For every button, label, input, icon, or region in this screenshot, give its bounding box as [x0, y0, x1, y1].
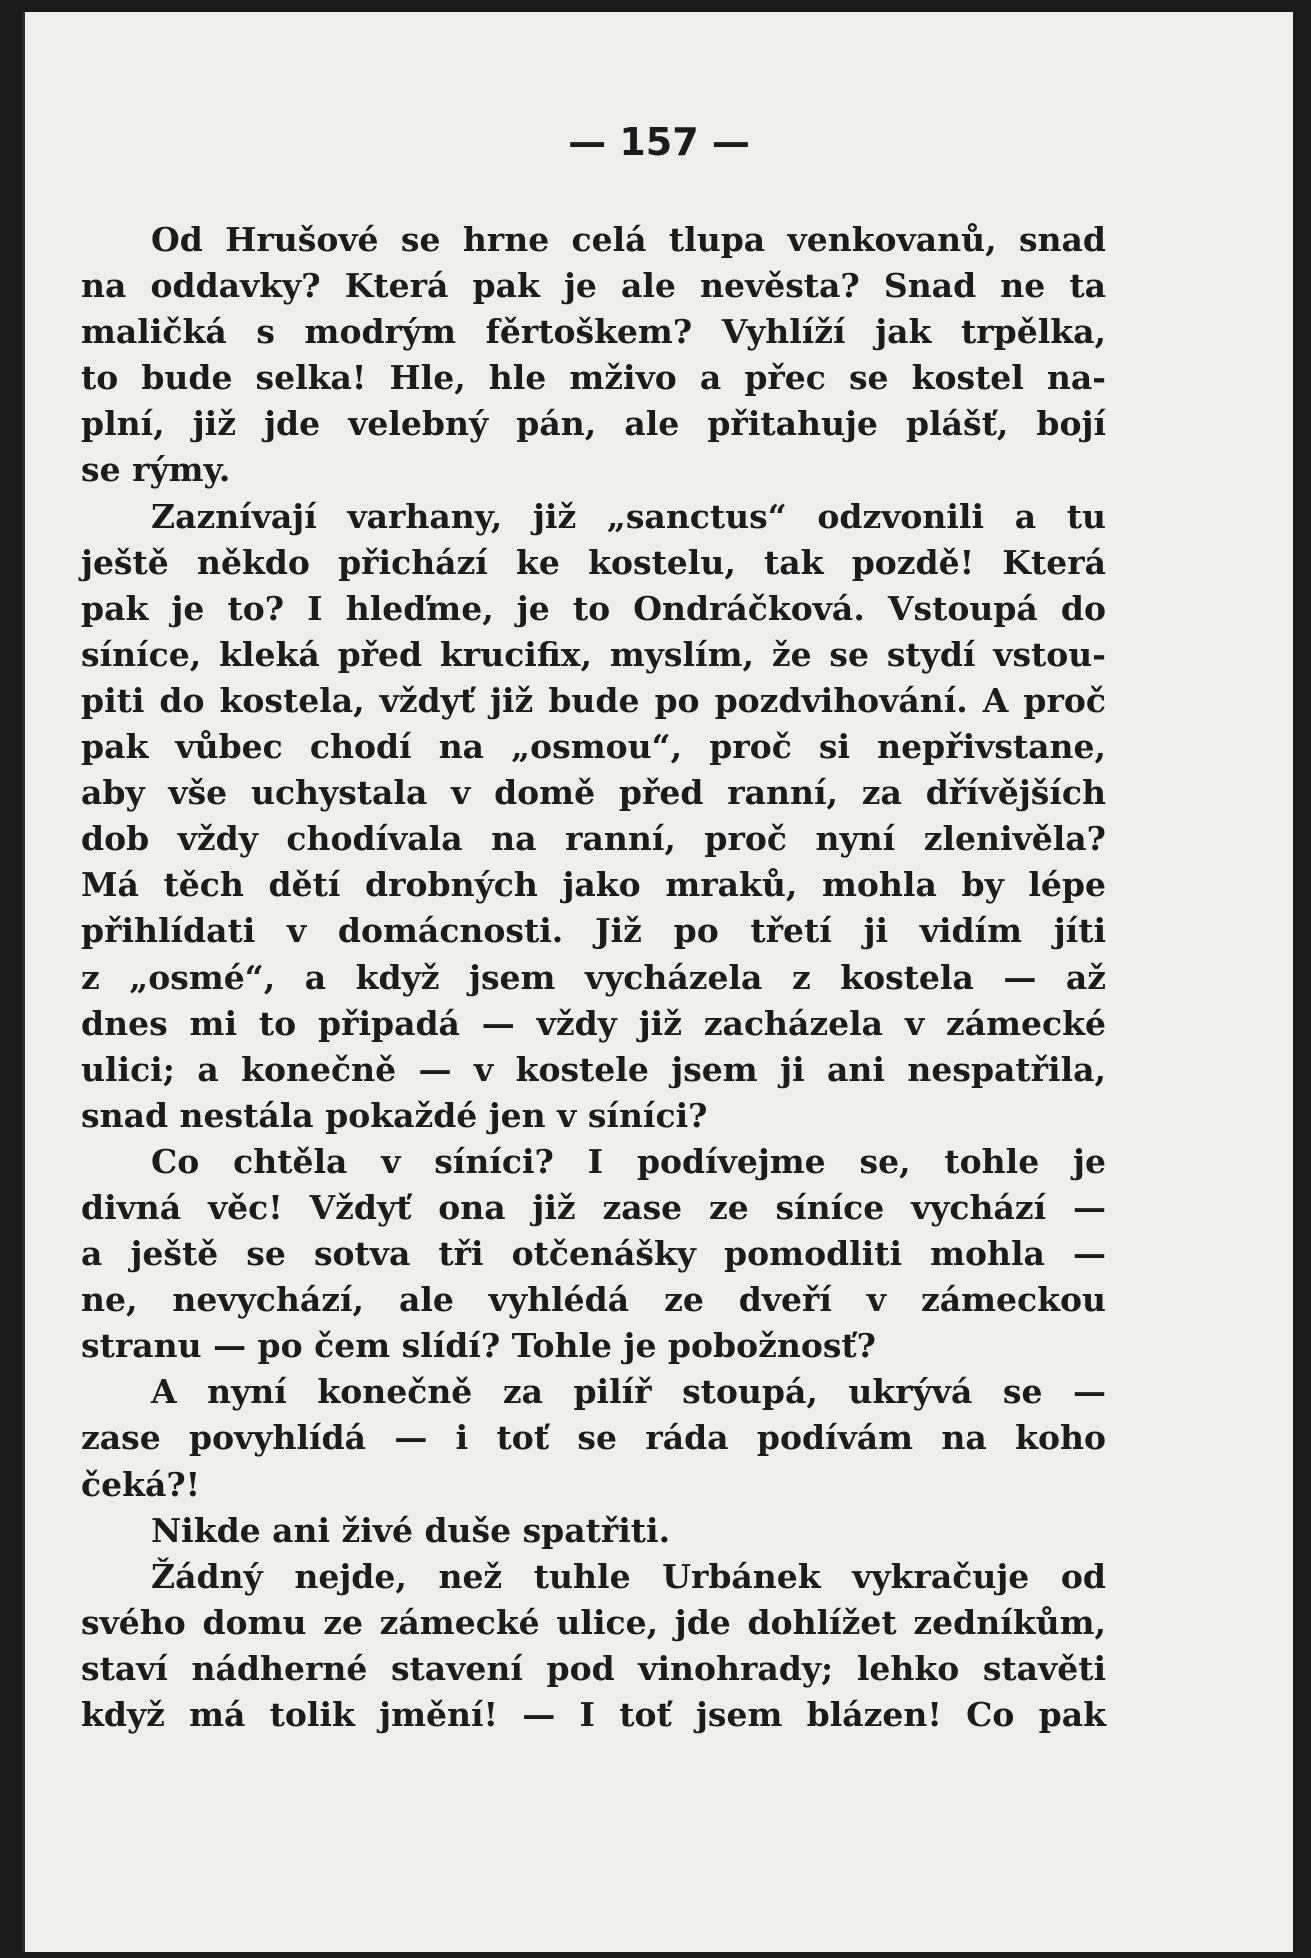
text-line: staví nádherné stavení pod vinohrady; lehko stavěti — [81, 1648, 1106, 1688]
text-line: divná věc! Vždyť ona již zase ze síníce vychází — — [81, 1187, 1106, 1227]
text-line: zase povyhlídá — i toť se ráda podívám na koho — [81, 1418, 1106, 1458]
text-line: svého domu ze zámecké ulice, jde dohlížet zedníkům, — [81, 1602, 1106, 1642]
text-line: piti do kostela, vždyť již bude po pozdvihování. A proč — [81, 680, 1106, 720]
text-line: dob vždy chodívala na ranní, proč nyní zlenivěla? — [81, 819, 1106, 859]
text-line: čeká?! — [81, 1464, 201, 1504]
text-line: a ještě se sotva tři otčenášky pomodliti mohla — — [81, 1234, 1106, 1274]
text-line: ne, nevychází, ale vyhlédá ze dveří v zámeckou — [81, 1280, 1106, 1320]
text-line: se rýmy. — [81, 450, 231, 490]
text-line: ulici; a konečně — v kostele jsem ji ani nespatřila, — [81, 1049, 1106, 1089]
text-line: z „osmé“, a když jsem vycházela z kostela — až — [81, 957, 1106, 997]
text-line: dnes mi to připadá — vždy již zacházela v zámecké — [81, 1003, 1106, 1043]
text-line: Žádný nejde, než tuhle Urbánek vykračuje od — [151, 1556, 1106, 1596]
text-line: pak vůbec chodí na „osmou“, proč si nepřivstane, — [81, 727, 1106, 767]
text-line: když má tolik jmění! — I toť jsem blázen! Co pak — [81, 1695, 1106, 1734]
text-line: Co chtěla v síníci? I podívejme se, tohle je — [151, 1141, 1106, 1181]
text-line: to bude selka! Hle, hle mživo a přec se kostel na- — [81, 358, 1106, 398]
text-line: aby vše uchystala v domě před ranní, za dřívějších — [81, 773, 1106, 813]
page-number: — 157 — — [568, 120, 750, 164]
text-line: maličká s modrým fěrtoškem? Vyhlíží jak trpělka, — [81, 312, 1106, 352]
text-line: snad nestála pokaždé jen v síníci? — [81, 1095, 708, 1135]
book-page — [22, 12, 1293, 1952]
text-line: ještě někdo přichází ke kostelu, tak pozdě! Která — [81, 542, 1106, 582]
body-text — [81, 217, 1106, 1738]
text-line: Zaznívají varhany, již „sanctus“ odzvonili a tu — [151, 496, 1106, 536]
text-line: síníce, kleká před krucifix, myslím, že se stydí vstou- — [81, 634, 1106, 674]
text-line: Od Hrušové se hrne celá tlupa venkovanů, snad — [151, 220, 1106, 259]
text-line: pak je to? I hleďme, je to Ondráčková. Vstoupá do — [81, 588, 1106, 628]
text-line: plní, již jde velebný pán, ale přitahuje plášť, bojí — [81, 404, 1106, 444]
text-line: A nyní konečně za pilíř stoupá, ukrývá se — — [151, 1372, 1106, 1412]
text-line: Má těch dětí drobných jako mraků, mohla by lépe — [81, 865, 1106, 905]
text-line: stranu — po čem slídí? Tohle je pobožnosť? — [81, 1326, 876, 1366]
text-line: Nikde ani živé duše spatřiti. — [151, 1510, 671, 1550]
text-line: přihlídati v domácnosti. Již po třetí ji vidím jíti — [81, 911, 1106, 951]
text-line: na oddavky? Která pak je ale nevěsta? Snad ne ta — [81, 266, 1106, 306]
